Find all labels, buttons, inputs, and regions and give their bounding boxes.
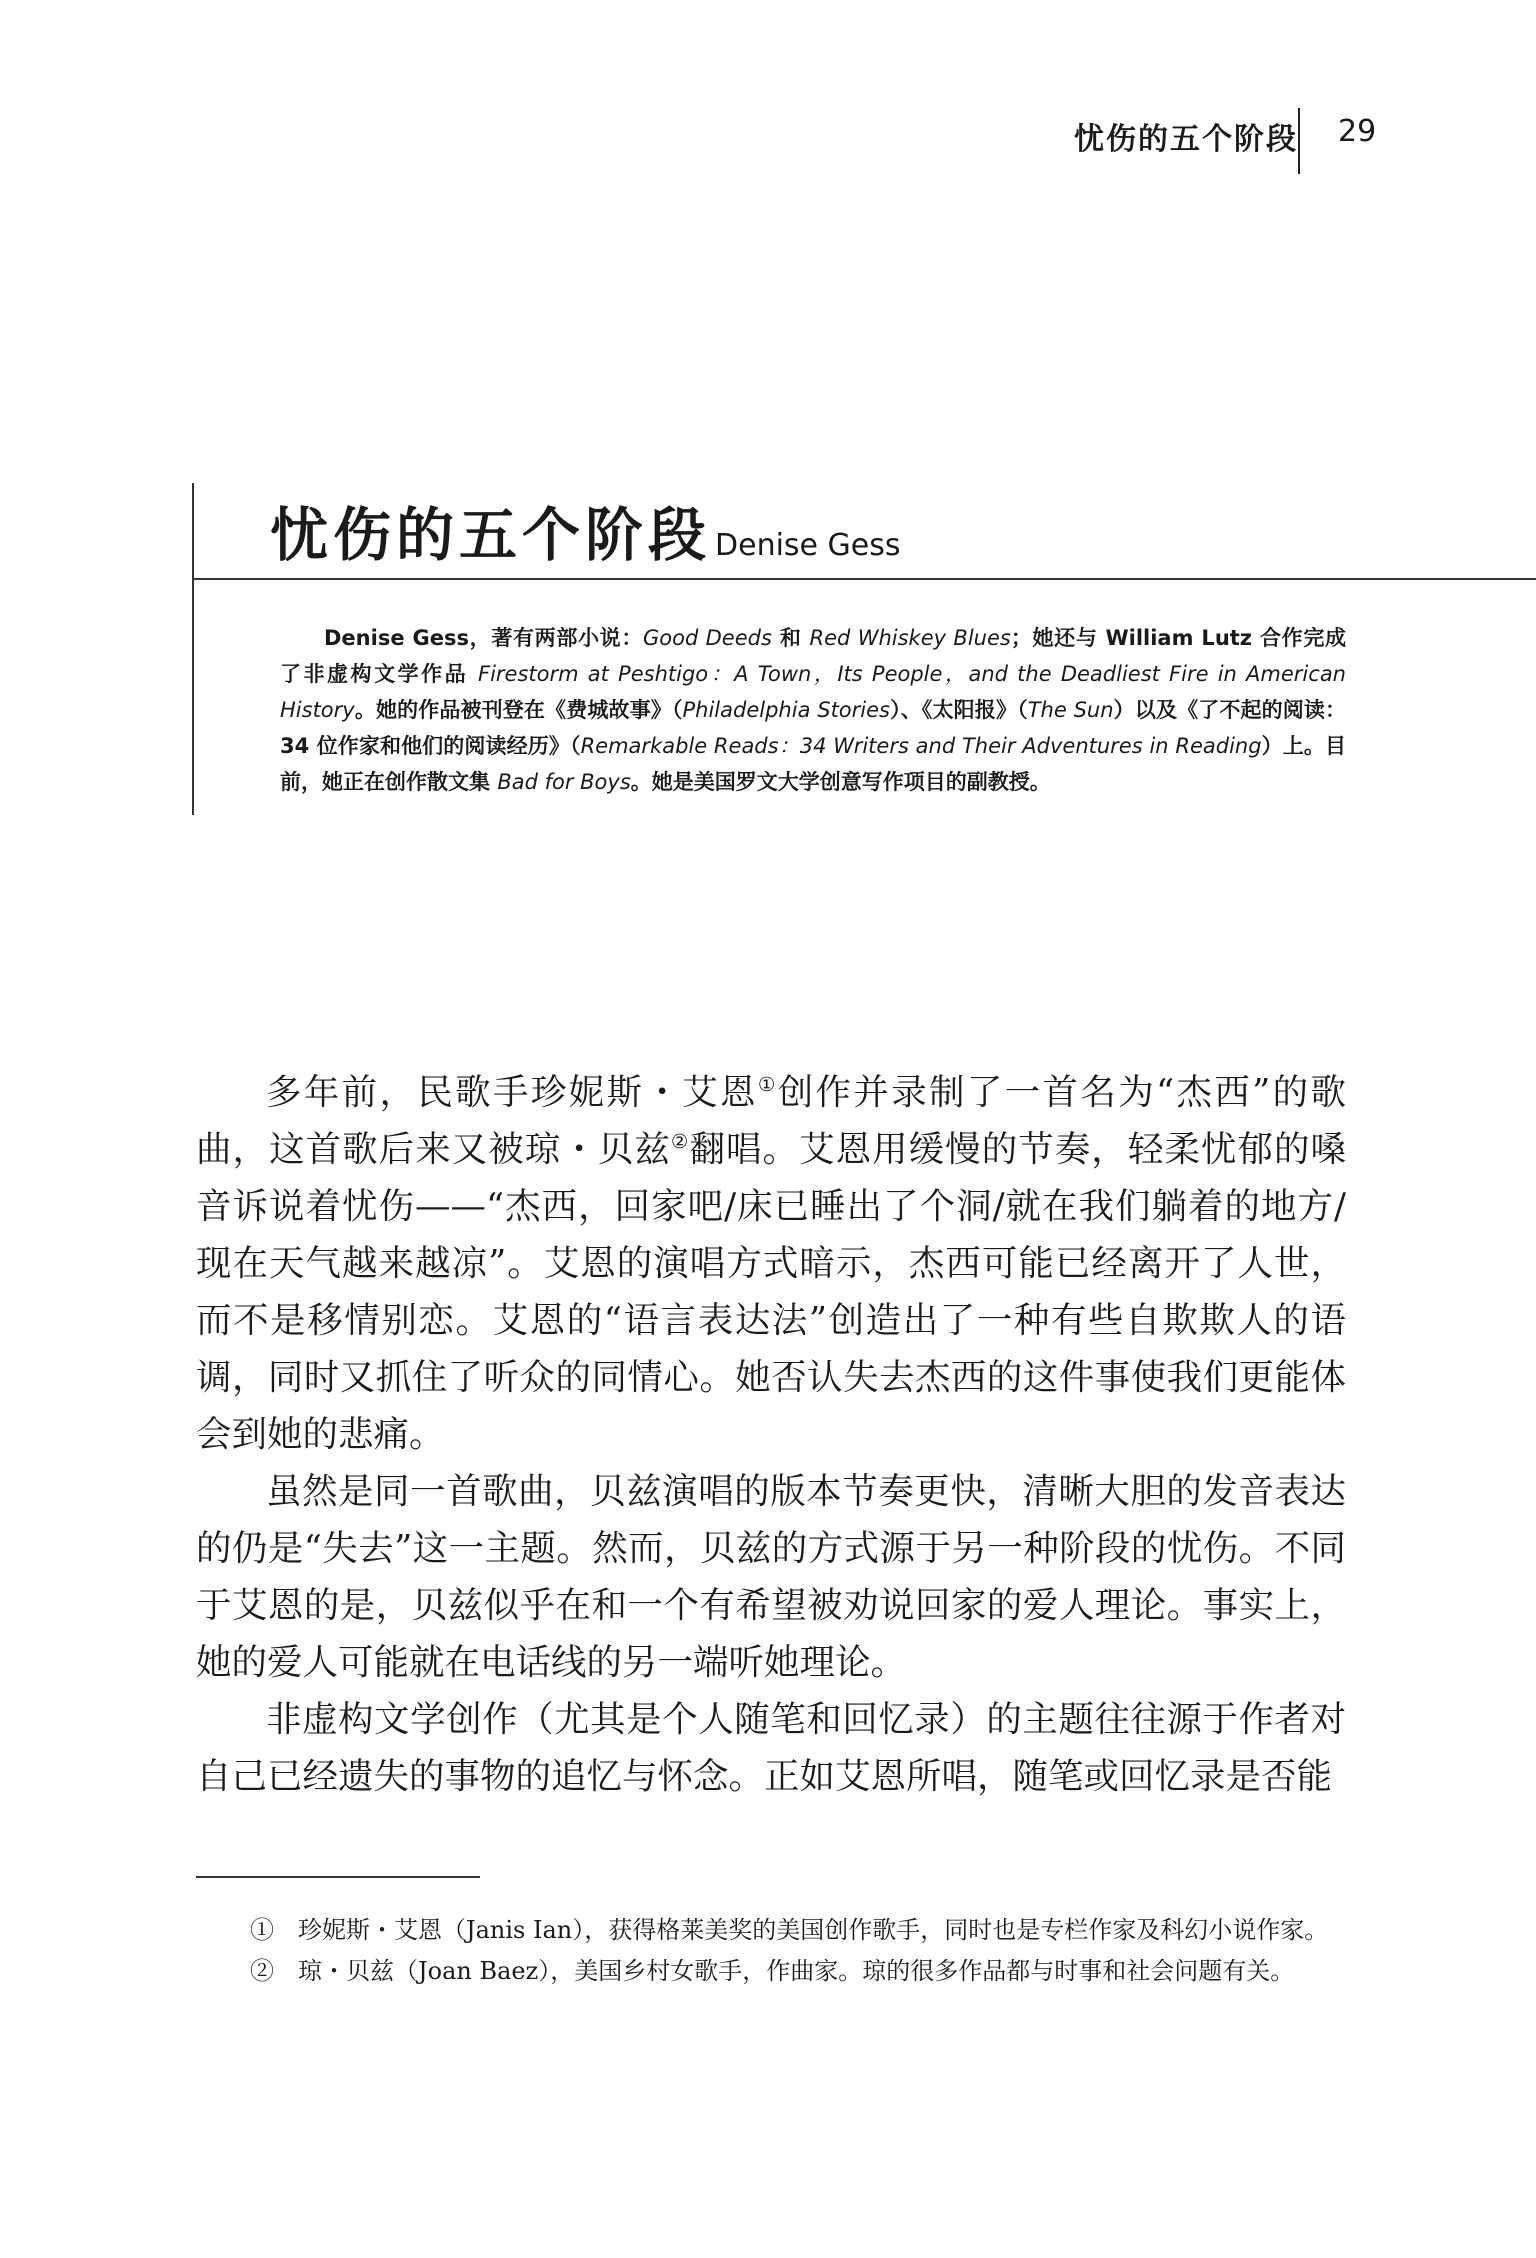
bio-publication-title: Remarkable Reads：34 Writers and Their Adventures in Reading (580, 734, 1262, 758)
header-divider (1298, 108, 1300, 174)
bio-book-title: Bad for Boys (497, 770, 631, 794)
page-number: 29 (1338, 114, 1377, 149)
footnote-2: ② 琼・贝兹（Joan Baez），美国乡村女歌手，作曲家。琼的很多作品都与时事和社会问题有关。 (250, 1957, 1295, 1985)
bio-publication-title: The Sun (1027, 698, 1114, 722)
title-vertical-rule (192, 483, 194, 815)
body-paragraph-1 (196, 1064, 1346, 1463)
body-text-run: 翻唱。艾恩用缓慢的节奏，轻柔忧郁的嗓音诉说着忧伤——“杰西，回家吧/床已睡出了个洞/就在我们躺着的地方/现在天气越来越凉”。艾恩的演唱方式暗示，杰西可能已经离开了人世，而不是移情别恋。艾恩的“语言表达法”创造出了一种有些自欺欺人的语调，同时又抓住了听众的同情心。她否认失去杰西的这件事使我们更能体会到她的悲痛。 (196, 1129, 1346, 1455)
bio-text: 。她是美国罗文大学创意写作项目的副教授。 (630, 770, 1051, 794)
chapter-author: Denise Gess (715, 528, 901, 563)
footnote-1: ① 珍妮斯・艾恩（Janis Ian），获得格莱美奖的美国创作歌手，同时也是专栏作家及科幻小说作家。 (250, 1916, 1329, 1944)
bio-text: ）、《太阳报》（ (890, 698, 1028, 722)
bio-book-title: Good Deeds (642, 626, 772, 650)
bio-text: 。她的作品被刊登在《费城故事》（ (354, 698, 683, 722)
author-bio (280, 620, 1346, 800)
bio-text: ）上。目前，她正在创作散文集 (280, 734, 1347, 794)
body-paragraph-3: 非虚构文学创作（尤其是个人随笔和回忆录）的主题往往源于作者对自己已经遗失的事物的追忆与怀念。正如艾恩所唱，随笔或回忆录是否能 (196, 1699, 1346, 1797)
body-paragraph-2: 虽然是同一首歌曲，贝兹演唱的版本节奏更快，清晰大胆的发音表达的仍是“失去”这一主题。然而，贝兹的方式源于另一种阶段的忧伤。不同于艾恩的是，贝兹似乎在和一个有希望被劝说回家的爱人理论。事实上，她的爱人可能就在电话线的另一端听她理论。 (196, 1471, 1346, 1683)
body-text (196, 1064, 1346, 1805)
chapter-title (270, 488, 901, 572)
footnote-ref-1: ① (757, 1073, 778, 1097)
bio-book-title: Firestorm at Peshtigo：A Town，Its People，and the Deadliest Fire in American History (280, 662, 1346, 722)
body-text-run: 创作并录制了一首名为“杰西”的歌曲，这首歌后来又被琼・贝兹 (196, 1072, 1346, 1170)
bio-book-title: Red Whiskey Blues (809, 626, 1011, 650)
author-bio-paragraph (280, 620, 1346, 800)
footnote-ref-2: ② (670, 1130, 690, 1154)
bio-text: Denise Gess，著有两部小说： (324, 626, 643, 650)
bio-text: 和 (771, 626, 810, 650)
bio-text: ）以及《了不起的阅读：34 位作家和他们的阅读经历》（ (280, 698, 1347, 758)
bio-text: ；她还与 William Lutz 合作完成了非虚构文学作品 (280, 626, 1346, 686)
footnotes (196, 1910, 1346, 1992)
footnote-separator (196, 1876, 480, 1878)
chapter-title-text: 忧伤的五个阶段 (270, 501, 712, 569)
title-horizontal-rule (192, 578, 1536, 580)
body-text-run: 多年前，民歌手珍妮斯・艾恩 (266, 1072, 758, 1113)
bio-publication-title: Philadelphia Stories (682, 698, 890, 722)
running-header-title: 忧伤的五个阶段 (1074, 122, 1298, 157)
running-header (1020, 108, 1380, 178)
